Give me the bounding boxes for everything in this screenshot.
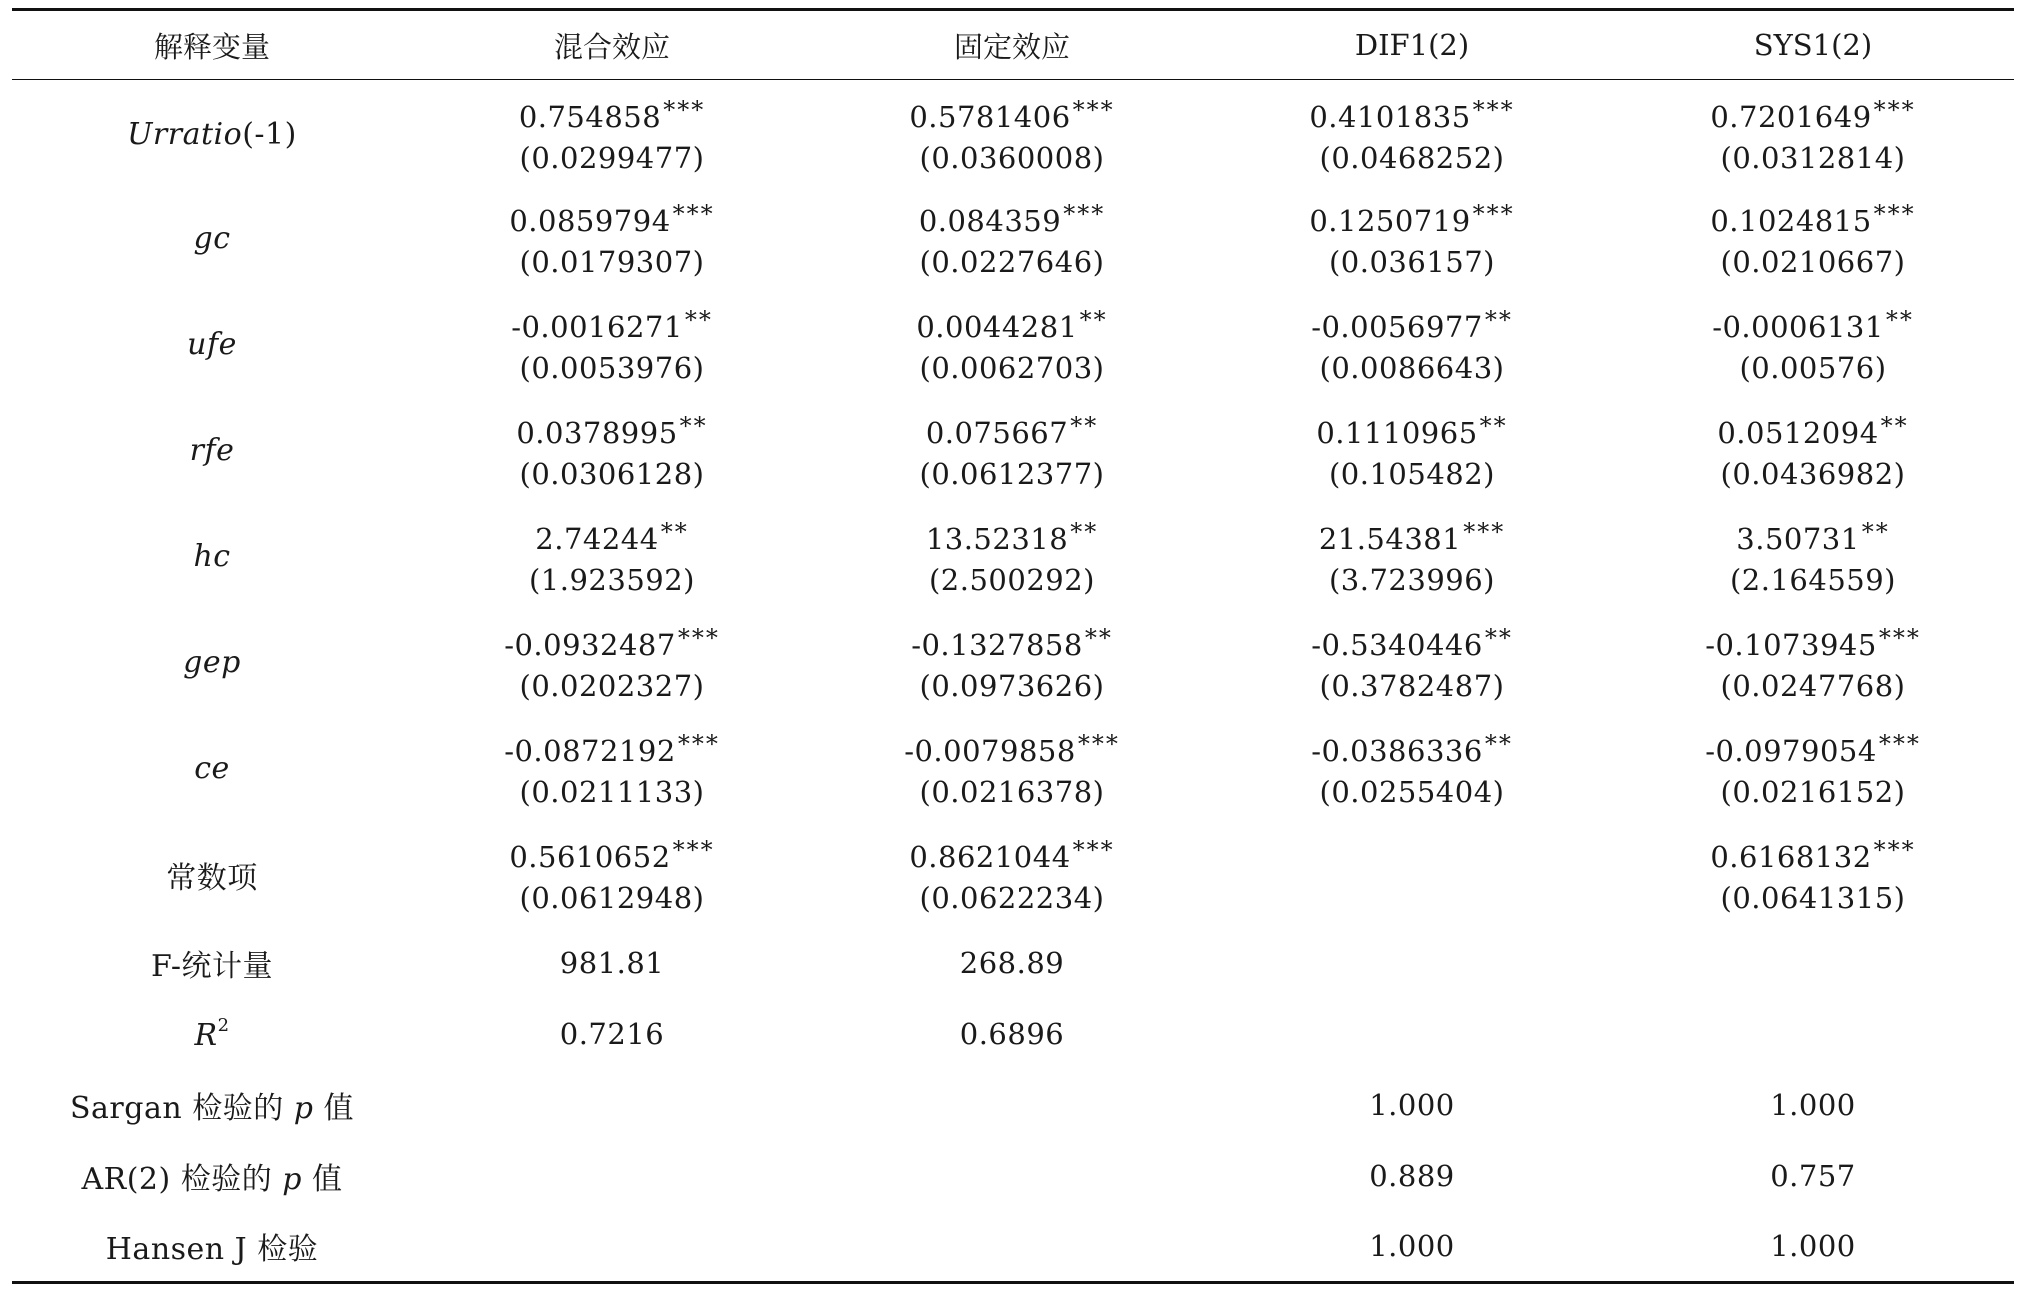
stat-value bbox=[412, 1141, 812, 1212]
coef-cell: -0.5340446** (0.3782487) bbox=[1311, 624, 1513, 703]
variable-name: hc bbox=[193, 539, 231, 574]
header-pooled-effects: 混合效应 bbox=[412, 10, 812, 80]
table-row bbox=[12, 610, 2014, 716]
variable-name: gc bbox=[193, 221, 231, 256]
stat-value: 1.000 bbox=[1212, 1212, 1612, 1283]
coef-cell: 0.8621044*** (0.0622234) bbox=[909, 836, 1115, 915]
stat-value: 1.000 bbox=[1770, 1088, 1856, 1122]
stat-value bbox=[812, 1212, 1212, 1283]
table-row bbox=[12, 292, 2014, 398]
coef-cell: -0.0079858*** (0.0216378) bbox=[904, 730, 1120, 809]
stat-value: 981.81 bbox=[559, 946, 665, 980]
coef-cell: -0.0932487*** (0.0202327) bbox=[504, 624, 720, 703]
stat-value: 268.89 bbox=[959, 946, 1065, 980]
coef-cell: 0.754858*** (0.0299477) bbox=[518, 96, 706, 176]
coef-cell: 0.1110965** (0.105482) bbox=[1316, 412, 1508, 491]
coef-cell: -0.0979054*** (0.0216152) bbox=[1705, 730, 1921, 809]
coef-cell: -0.0006131** (0.00576) bbox=[1712, 306, 1914, 385]
stat-value: 0.6896 bbox=[959, 1017, 1065, 1051]
coef-cell: 0.5781406*** (0.0360008) bbox=[909, 96, 1115, 176]
stat-value bbox=[812, 1141, 1212, 1212]
table-row bbox=[12, 80, 2014, 186]
stat-value bbox=[1212, 928, 1612, 999]
stat-label: $R^2$ bbox=[194, 1015, 230, 1053]
variable-name: ufe bbox=[187, 327, 237, 362]
coef-cell: 0.0378995** (0.0306128) bbox=[516, 412, 708, 491]
header-dif-gmm: DIF1(2) bbox=[1212, 10, 1612, 80]
stat-label: F-统计量 bbox=[150, 949, 274, 984]
table-row bbox=[12, 504, 2014, 610]
stat-value bbox=[412, 1070, 812, 1141]
coef-cell: 0.0044281** (0.0062703) bbox=[916, 306, 1108, 385]
stat-label: Sargan 检验的 p 值 bbox=[69, 1091, 355, 1126]
coef-cell: 0.075667** (0.0612377) bbox=[919, 412, 1105, 491]
coef-cell: 0.0512094** (0.0436982) bbox=[1717, 412, 1909, 491]
table-header-row bbox=[12, 10, 2014, 80]
header-explanatory-variable: 解释变量 bbox=[12, 10, 412, 80]
table-row bbox=[12, 398, 2014, 504]
stat-value bbox=[812, 1070, 1212, 1141]
stat-value: 0.757 bbox=[1770, 1159, 1856, 1193]
variable-name: 常数项 bbox=[166, 860, 258, 896]
coef-cell: 0.7201649*** (0.0312814) bbox=[1710, 96, 1916, 176]
stat-value bbox=[1212, 999, 1612, 1070]
stat-row-r2 bbox=[12, 999, 2014, 1070]
coef-cell: 13.52318** (2.500292) bbox=[925, 518, 1099, 597]
coef-cell: 0.4101835*** (0.0468252) bbox=[1309, 96, 1515, 176]
table-row bbox=[12, 716, 2014, 822]
coef-cell: -0.0056977** (0.0086643) bbox=[1311, 306, 1513, 385]
coef-cell: 2.74244** (1.923592) bbox=[528, 518, 695, 597]
coef-cell: 0.0859794*** (0.0179307) bbox=[509, 200, 715, 279]
variable-name: rfe bbox=[189, 433, 235, 468]
coef-cell: 21.54381*** (3.723996) bbox=[1318, 518, 1506, 597]
table-row bbox=[12, 186, 2014, 292]
stat-row-sargan bbox=[12, 1070, 2014, 1141]
variable-name: gep bbox=[183, 645, 241, 680]
coef-cell: 0.6168132*** (0.0641315) bbox=[1710, 836, 1916, 915]
variable-name: ce bbox=[194, 751, 230, 786]
coef-cell: -0.0016271** (0.0053976) bbox=[511, 306, 713, 385]
stat-value: 0.7216 bbox=[559, 1017, 665, 1051]
coef-cell: 0.5610652*** (0.0612948) bbox=[509, 836, 715, 915]
coef-cell bbox=[1212, 822, 1612, 928]
header-fixed-effects: 固定效应 bbox=[812, 10, 1212, 80]
coef-cell: -0.0872192*** (0.0211133) bbox=[504, 730, 720, 809]
coef-cell: 0.1250719*** (0.036157) bbox=[1309, 200, 1515, 279]
stat-row-ar2 bbox=[12, 1141, 2014, 1212]
table-row bbox=[12, 822, 2014, 928]
stat-value: 1.000 bbox=[1369, 1088, 1455, 1122]
coef-cell: 0.084359*** (0.0227646) bbox=[918, 200, 1106, 279]
coef-cell: -0.0386336** (0.0255404) bbox=[1311, 730, 1513, 809]
stat-label: AR(2) 检验的 p 值 bbox=[81, 1162, 343, 1197]
stat-value: 0.889 bbox=[1369, 1159, 1455, 1193]
header-sys-gmm: SYS1(2) bbox=[1612, 10, 2014, 80]
regression-table bbox=[12, 8, 2014, 1284]
coef-cell: -0.1073945*** (0.0247768) bbox=[1705, 624, 1921, 703]
coef-cell: 3.50731** (2.164559) bbox=[1729, 518, 1896, 597]
coef-cell: 0.1024815*** (0.0210667) bbox=[1710, 200, 1916, 279]
coef-cell: -0.1327858** (0.0973626) bbox=[911, 624, 1113, 703]
stat-label: Hansen J 检验 bbox=[12, 1212, 412, 1283]
stat-value bbox=[1612, 928, 2014, 999]
stat-value bbox=[1612, 999, 2014, 1070]
variable-name: Urratio(-1) bbox=[127, 117, 297, 153]
stat-row-hansen bbox=[12, 1212, 2014, 1283]
stat-value bbox=[412, 1212, 812, 1283]
stat-value: 1.000 bbox=[1612, 1212, 2014, 1283]
stat-row-f bbox=[12, 928, 2014, 999]
